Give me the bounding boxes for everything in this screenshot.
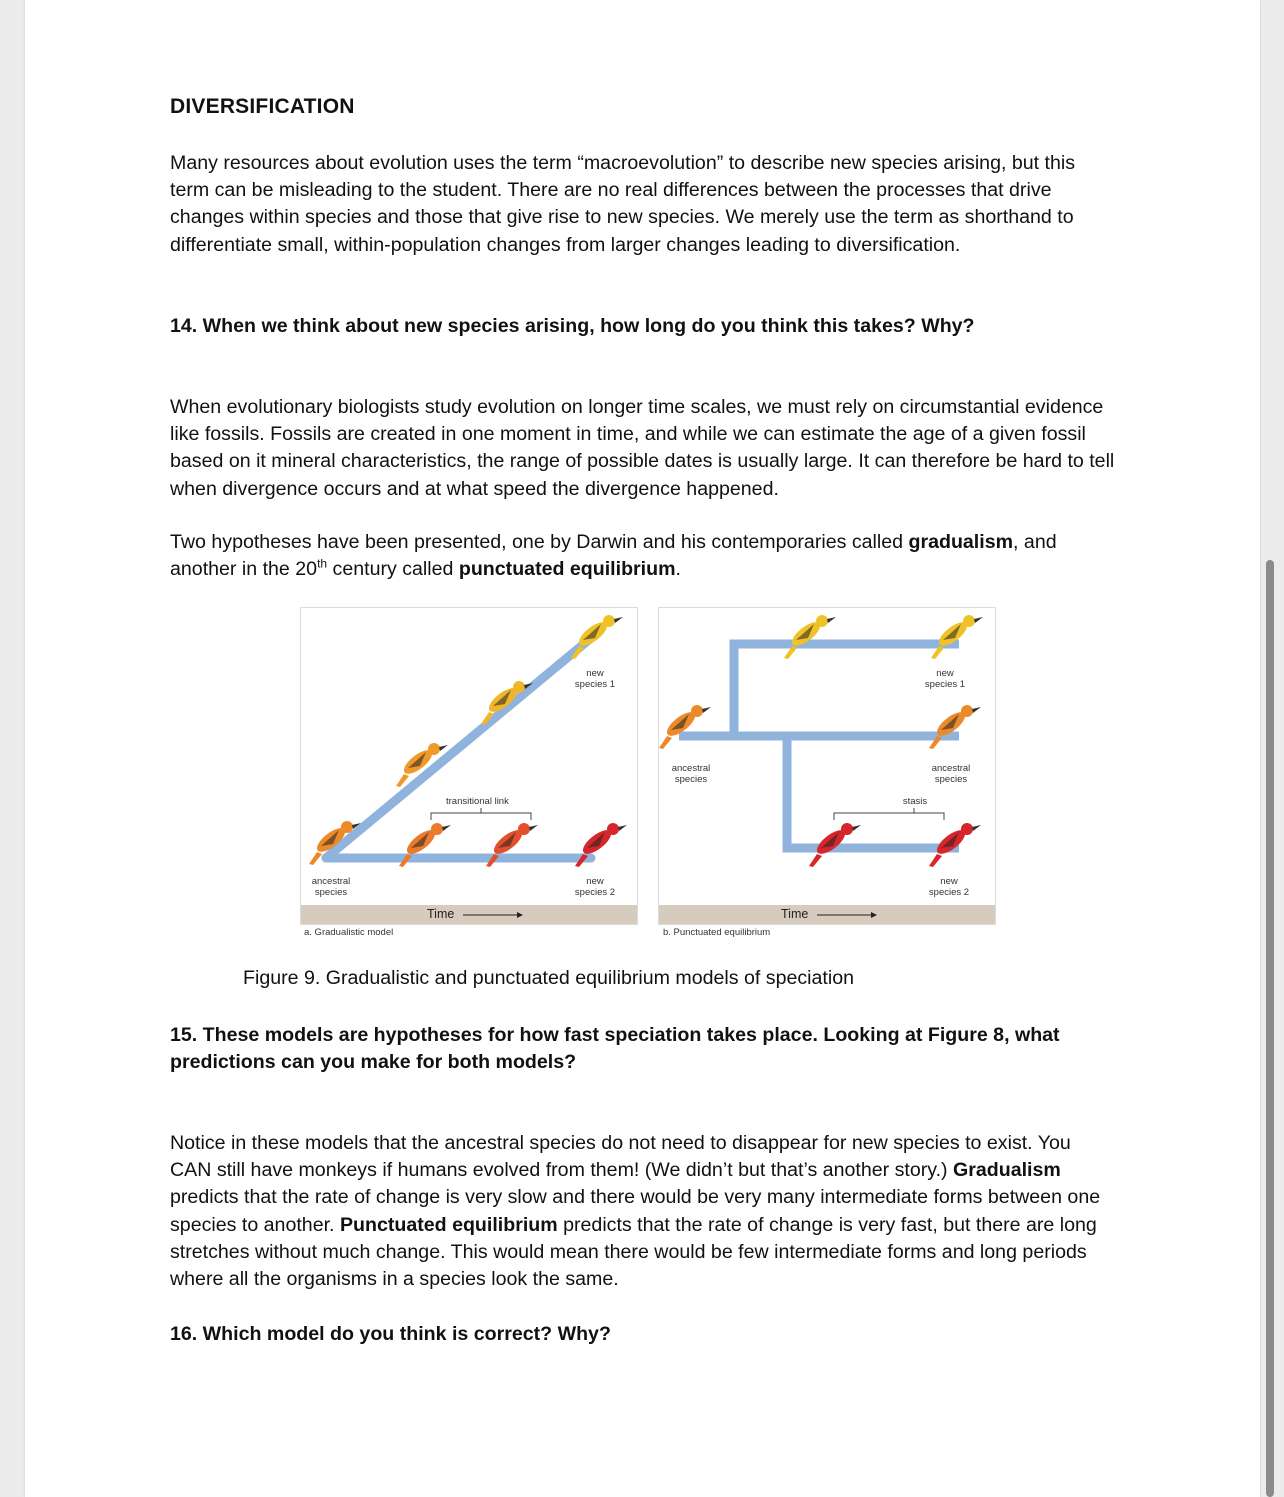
paragraph-fossils: When evolutionary biologists study evolution on longer time scales, we must rely on circumstantial evidence like fossils. Fossils are created in one moment in time, and while we can estimate the age of a given fossil based on it mineral characteristics, the range of possible dates is usually large. It can therefore be hard to tell when divergence occurs and at what speed the divergence happened. [170, 396, 1115, 500]
scrollbar-thumb[interactable] [1266, 560, 1274, 1497]
time-bar-b [659, 905, 995, 924]
label-ancestral-b-right: ancestral species [931, 763, 971, 785]
question-14: 14. When we think about new species arising, how long do you think this takes? Why? [170, 315, 975, 337]
transitional-bird-1 [399, 822, 455, 870]
ancestral-bird-b2 [929, 704, 985, 752]
time-bar-a [301, 905, 637, 924]
intermediate-bird-orange [396, 742, 452, 790]
label-new-species-2-b: new species 2 [928, 876, 970, 898]
time-arrow-icon [463, 911, 523, 919]
new-species-2-bird-b1 [809, 822, 865, 870]
label-new-species-1-a: new species 1 [574, 668, 616, 690]
paragraph-hypotheses: Two hypotheses have been presented, one by Darwin and his contemporaries called gradualism, and another in the 20th century called punctuated equilibrium. [170, 531, 1057, 581]
transitional-bird-2 [486, 822, 542, 870]
speciation-figure [298, 607, 998, 942]
intermediate-bird-yellow [481, 680, 537, 728]
subcaption-gradualistic: a. Gradualistic model [304, 927, 394, 938]
new-species-1-bird-b1 [784, 614, 840, 662]
label-ancestral-b-left: ancestral species [671, 763, 711, 785]
label-new-species-2-a: new species 2 [574, 876, 616, 898]
time-label-b: Time [781, 907, 809, 921]
new-species-1-bird-b2 [931, 614, 987, 662]
paragraph-models: Notice in these models that the ancestral species do not need to disappear for new species to exist. You CAN still have monkeys if humans evolved from them! (We didn’t but that’s another story.) Gradualism predicts that the rate of change is very slow and there would be very many intermediate forms between one species to another. Punctuated equilibrium predicts that the rate of change is very fast, but there are long stretches without much change. This would mean there would be few intermediate forms and long periods where all the organisms in a species look the same. [170, 1132, 1101, 1291]
question-16: 16. Which model do you think is correct? Why? [170, 1323, 611, 1345]
punctuated-panel [658, 607, 996, 925]
figure-caption: Figure 9. Gradualistic and punctuated equilibrium models of speciation [243, 967, 855, 989]
time-arrow-icon [817, 911, 877, 919]
label-new-species-1-b: new species 1 [924, 668, 966, 690]
section-heading: DIVERSIFICATION [170, 95, 355, 118]
ancestral-bird-b1 [659, 704, 715, 752]
time-label-a: Time [427, 907, 455, 921]
new-species-2-bird-b2 [929, 822, 985, 870]
label-stasis: stasis [902, 796, 928, 807]
question-15: 15. These models are hypotheses for how fast speciation takes place. Looking at Figure 8, what predictions can you make for both models? [170, 1024, 1060, 1074]
gradualistic-panel [300, 607, 638, 925]
new-species-1-bird-a [571, 614, 627, 662]
label-ancestral-a: ancestral species [311, 876, 351, 898]
new-species-2-bird-a [575, 822, 631, 870]
ancestral-bird-a [309, 820, 365, 868]
paragraph-macroevolution: Many resources about evolution uses the term “macroevolution” to describe new species arising, but this term can be misleading to the student. There are no real differences between the processes that drive changes within species and those that give rise to new species. We merely use the term as shorthand to differentiate small, within-population changes from larger changes leading to diversification. [170, 152, 1076, 256]
subcaption-punctuated: b. Punctuated equilibrium [663, 927, 771, 938]
label-transitional-link: transitional link [446, 796, 509, 807]
